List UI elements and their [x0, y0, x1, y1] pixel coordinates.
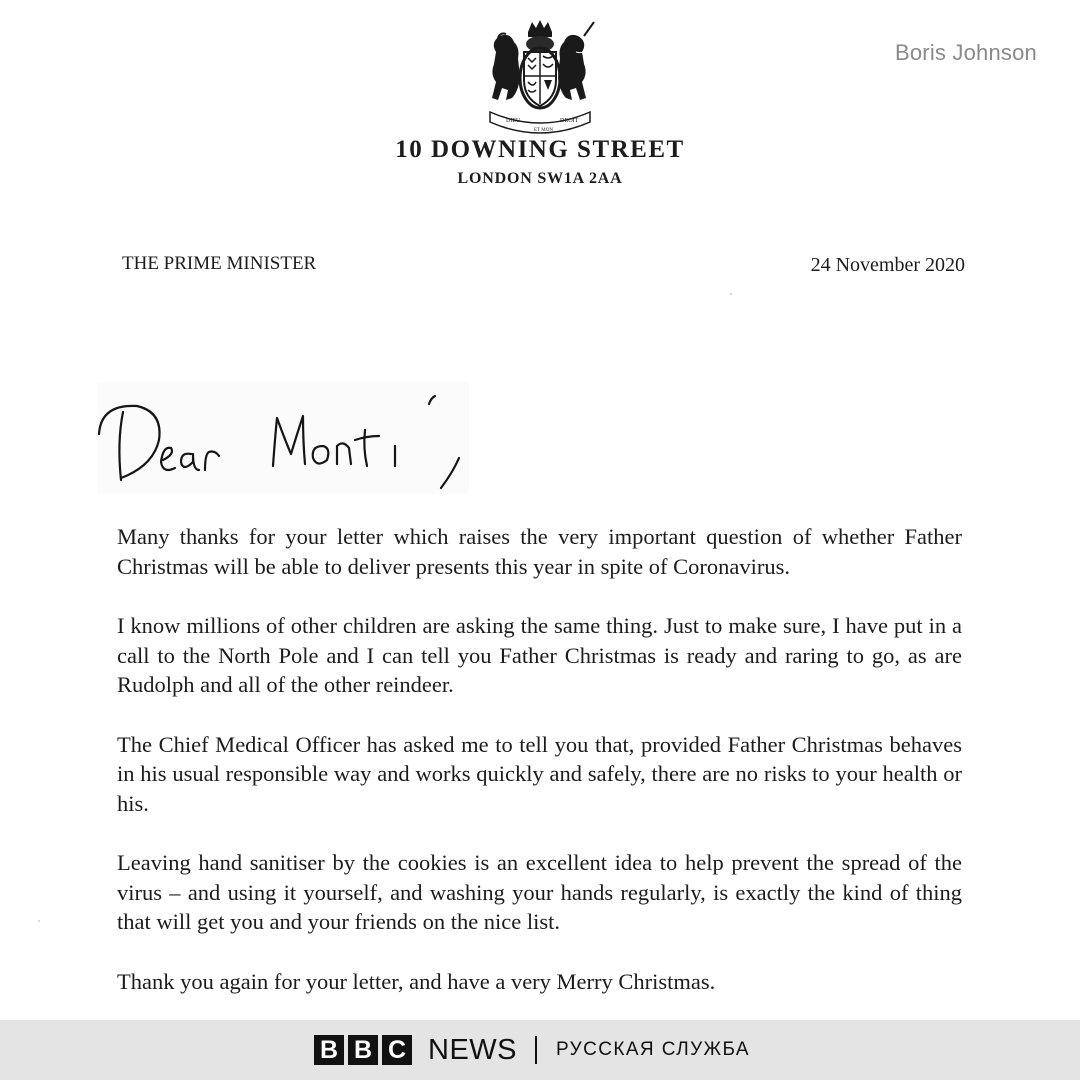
letter-date: 24 November 2020	[810, 254, 965, 276]
royal-coat-of-arms-icon	[476, 18, 604, 136]
bbc-logo-block: B	[348, 1035, 378, 1065]
footer-bar	[0, 1020, 1080, 1080]
bbc-logo-block: B	[314, 1035, 344, 1065]
paper-speck	[38, 920, 40, 922]
letter-paragraph: Thank you again for your letter, and have a very Merry Christmas.	[117, 968, 716, 994]
crest-motto-left: DIEU	[506, 118, 521, 124]
bbc-news-logo	[314, 1035, 750, 1065]
letter-paragraph: Leaving hand sanitiser by the cookies is an excellent idea to help prevent the spread of the virus – and using it yourself, and washing your hands regularly, is exactly the kind of thing that will get you and your friends on the nice list.	[117, 850, 962, 934]
paper-speck	[730, 293, 732, 295]
service-name: РУССКАЯ СЛУЖБА	[556, 1039, 751, 1060]
letter-paragraph: Many thanks for your letter which raises the very important question of whether Father Christmas will be able to deliver presents this year in spite of Coronavirus.	[117, 524, 962, 579]
sender-title: THE PRIME MINISTER	[122, 253, 317, 274]
letterhead-address: LONDON SW1A 2AA	[457, 170, 623, 187]
crest-motto-middle: ET MON	[534, 128, 553, 133]
handwritten-salutation-image	[97, 382, 469, 494]
handwritten-salutation	[97, 382, 469, 494]
letterhead-title: 10 DOWNING STREET	[395, 136, 685, 163]
letter-paragraph: The Chief Medical Officer has asked me to tell you that, provided Father Christmas behaves in his usual responsible way and works quickly and safely, there are no risks to your health or his.	[117, 731, 962, 816]
photo-credit: Boris Johnson	[894, 40, 1037, 65]
letter-body	[117, 522, 962, 996]
bbc-logo-block: C	[382, 1035, 412, 1065]
logo-divider	[535, 1036, 537, 1064]
crest-motto-right: DROIT	[560, 118, 579, 124]
news-wordmark: NEWS	[428, 1033, 517, 1066]
letter-paragraph: I know millions of other children are asking the same thing. Just to make sure, I have put in a call to the North Pole and I can tell you Father Christmas is ready and raring to go, as are Rudolph and all of the other reindeer.	[117, 613, 962, 697]
